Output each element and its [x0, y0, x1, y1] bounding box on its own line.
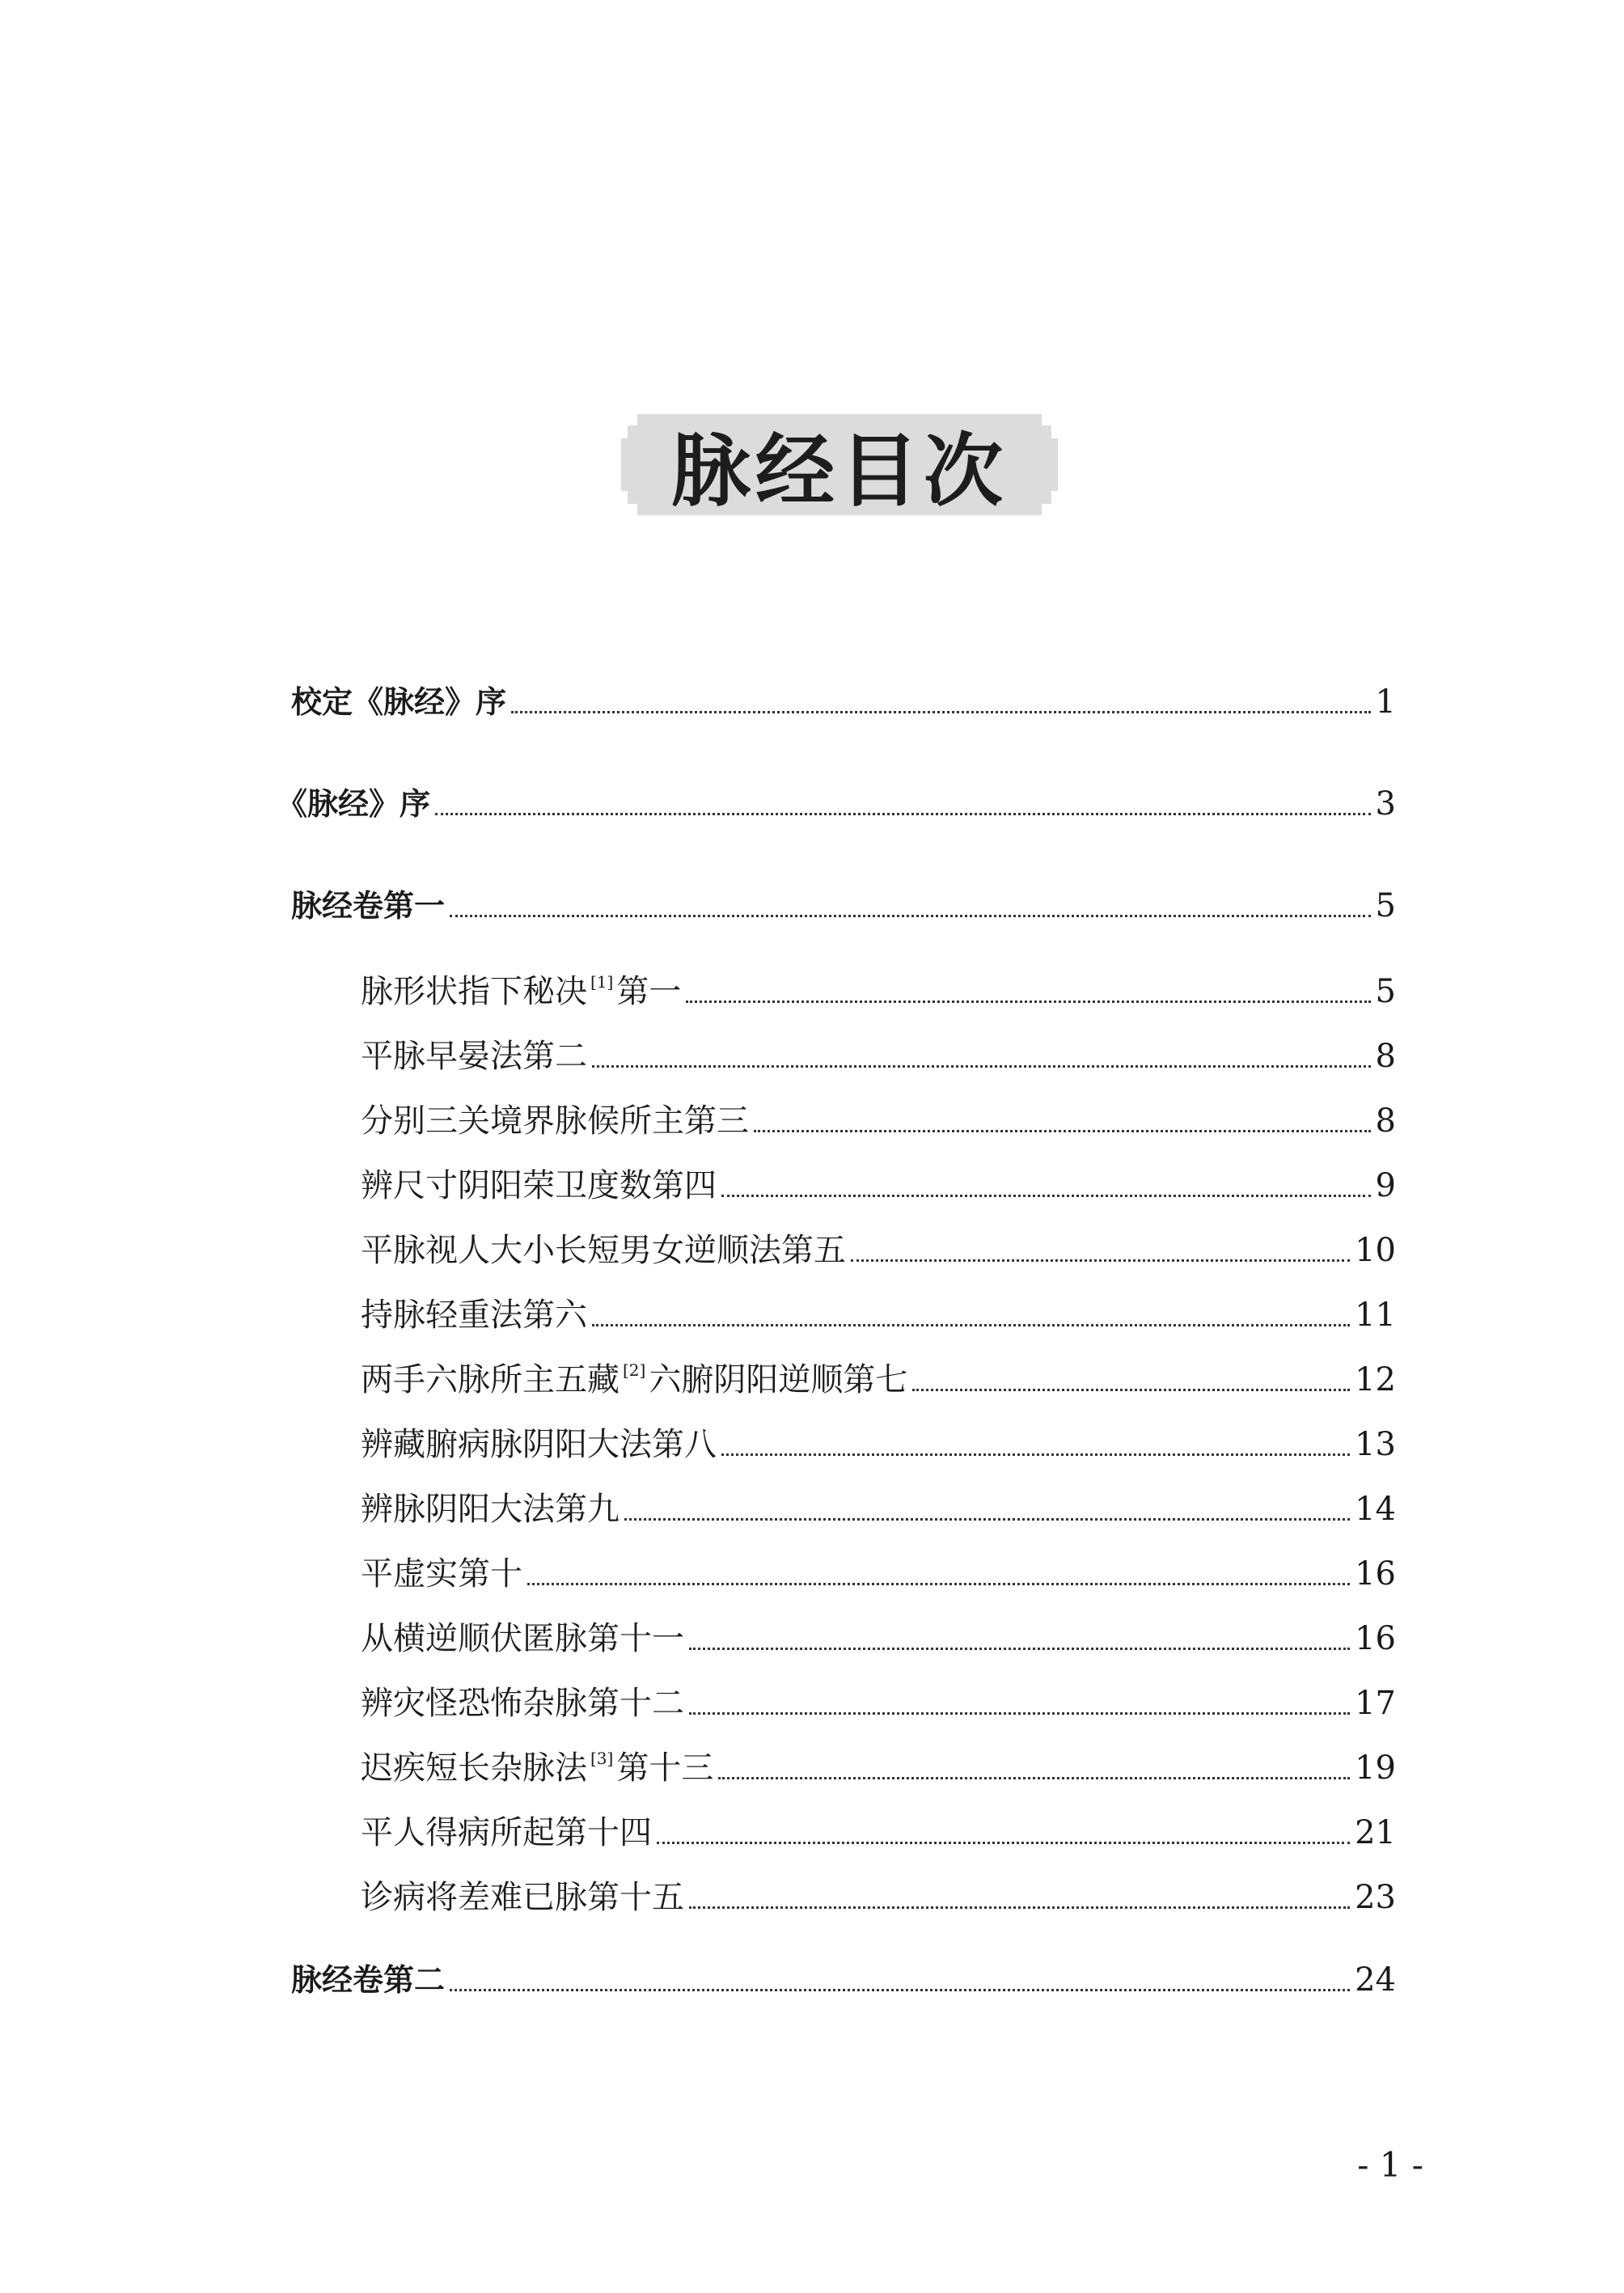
leader-dots: [689, 1648, 1350, 1650]
toc-entry-label: [361, 1034, 587, 1079]
toc-entry-title: 平脉视人大小长短男女逆顺法第五: [361, 1232, 846, 1269]
toc-entry-label: [361, 1487, 620, 1532]
toc-entry-page-number: 21: [1355, 1814, 1396, 1851]
toc-entry-label: [361, 1810, 652, 1855]
toc-entry-page-number: 8: [1375, 1102, 1396, 1140]
toc-entry: [361, 1681, 1396, 1726]
toc-entry-label: [291, 1957, 445, 2003]
toc-entry-title-suffix: 第十三: [616, 1749, 714, 1787]
toc-entry-page-number: 3: [1375, 785, 1396, 823]
toc-entry-label: [361, 1347, 907, 1402]
toc-entry-label: [361, 1875, 684, 1920]
toc-entry: [361, 1098, 1396, 1144]
toc-entry: [361, 1810, 1396, 1855]
toc-entry-label: [291, 679, 506, 725]
toc-entry-title: 诊病将差难已脉第十五: [361, 1879, 684, 1916]
leader-dots: [689, 1906, 1350, 1909]
toc-entry-page-number: 13: [1355, 1426, 1396, 1463]
toc-entry-title: 辨尺寸阴阳荣卫度数第四: [361, 1167, 717, 1204]
toc-entry-label: [361, 1616, 684, 1661]
toc-entry-page-number: 16: [1355, 1555, 1396, 1593]
toc-entry: [361, 1422, 1396, 1467]
toc-entry: [361, 1357, 1396, 1402]
toc-entry-section: [291, 1957, 1396, 2003]
footnote-marker: [3]: [590, 1749, 614, 1768]
leader-dots: [912, 1389, 1350, 1391]
toc-entry-title: 平虚实第十: [361, 1555, 522, 1593]
toc-entry-label: [291, 883, 445, 929]
toc-entry: [361, 1551, 1396, 1597]
toc-entry-label: [361, 1422, 717, 1467]
toc-entry-title-suffix: 六腑阴阳逆顺第七: [649, 1361, 908, 1398]
footer-page-number: - 1 -: [1357, 2145, 1423, 2185]
leader-dots: [721, 1195, 1371, 1197]
toc-entry-title: 持脉轻重法第六: [361, 1297, 587, 1334]
leader-dots: [511, 711, 1371, 713]
leader-dots: [435, 813, 1371, 815]
toc-entry: [361, 1487, 1396, 1532]
footnote-marker: [2]: [623, 1360, 646, 1380]
toc-entry-page-number: 1: [1375, 683, 1396, 721]
toc-entry-title: 辨藏腑病脉阴阳大法第八: [361, 1426, 717, 1463]
leader-dots: [592, 1324, 1350, 1326]
toc-entry-label: [361, 1681, 684, 1726]
toc-entry-page-number: 5: [1375, 973, 1396, 1010]
toc-entry-title-suffix: 第一: [616, 973, 682, 1010]
toc-entry-page-number: 14: [1355, 1491, 1396, 1528]
toc-entry-title: 脉经卷第二: [291, 1962, 446, 1998]
toc-entry-page-number: 8: [1375, 1038, 1396, 1075]
leader-dots: [527, 1583, 1350, 1585]
title-banner: [621, 414, 1058, 518]
toc-entry-page-number: 12: [1355, 1361, 1396, 1398]
page-title: 脉经目次: [670, 425, 1008, 518]
toc-entry-label: [361, 959, 681, 1014]
toc-entry: [361, 1292, 1396, 1338]
toc-entry-page-number: 10: [1355, 1232, 1396, 1269]
toc-entry-page-number: 24: [1355, 1961, 1396, 1999]
toc-entry-label: [361, 1098, 749, 1144]
toc-entry-page-number: 9: [1375, 1167, 1396, 1204]
toc-entry-section: [291, 679, 1396, 725]
toc-entry-title: 脉经卷第一: [291, 888, 446, 924]
leader-dots: [450, 1989, 1350, 1991]
toc-entry-title: 辨脉阴阳大法第九: [361, 1491, 620, 1528]
toc-entry: [361, 1163, 1396, 1208]
leader-dots: [718, 1777, 1350, 1779]
toc-entry-label: [361, 1292, 587, 1338]
toc-entry-label: [361, 1228, 846, 1273]
toc-entry-title: 校定《脉经》序: [291, 684, 507, 720]
toc-entry-title: 两手六脉所主五藏: [361, 1361, 620, 1398]
leader-dots: [624, 1518, 1350, 1521]
leader-dots: [721, 1453, 1350, 1456]
toc-entry-title: 《脉经》序: [277, 786, 431, 822]
toc-entry: [361, 1034, 1396, 1079]
toc-entry-title: 平脉早晏法第二: [361, 1038, 587, 1075]
toc-entry-title: 迟疾短长杂脉法: [361, 1749, 587, 1787]
toc-entry: [361, 969, 1396, 1014]
toc-entry-section: [291, 883, 1396, 929]
toc-entry-title: 辨灾怪恐怖杂脉第十二: [361, 1685, 684, 1722]
toc-entry-label: [361, 1551, 522, 1597]
toc-entry: [361, 1745, 1396, 1791]
leader-dots: [754, 1130, 1371, 1132]
toc-entry-title: 从横逆顺伏匿脉第十一: [361, 1620, 684, 1657]
leader-dots: [450, 915, 1371, 917]
toc-entry: [361, 1875, 1396, 1920]
toc-entry-page-number: 5: [1375, 887, 1396, 924]
leader-dots: [689, 1712, 1350, 1715]
toc-entry-label: [361, 1163, 717, 1208]
toc-entry-page-number: 16: [1355, 1620, 1396, 1657]
toc-entry: [361, 1616, 1396, 1661]
toc-entry-title: 平人得病所起第十四: [361, 1814, 652, 1851]
toc-entry-page-number: 23: [1355, 1879, 1396, 1916]
toc-entry: [361, 1228, 1396, 1273]
leader-dots: [686, 1001, 1370, 1003]
leader-dots: [657, 1842, 1350, 1844]
toc-entry-section: [277, 781, 1396, 827]
toc-entry-page-number: 19: [1355, 1749, 1396, 1787]
toc-entry-page-number: 11: [1355, 1297, 1396, 1334]
toc-entry-label: [361, 1736, 713, 1791]
footnote-marker: [1]: [590, 972, 614, 992]
leader-dots: [592, 1065, 1371, 1068]
toc-entry-title: 分别三关境界脉候所主第三: [361, 1102, 749, 1140]
leader-dots: [851, 1259, 1350, 1262]
toc-entry-title: 脉形状指下秘决: [361, 973, 587, 1010]
toc-entry-label: [277, 781, 430, 827]
toc-entry-page-number: 17: [1355, 1685, 1396, 1722]
